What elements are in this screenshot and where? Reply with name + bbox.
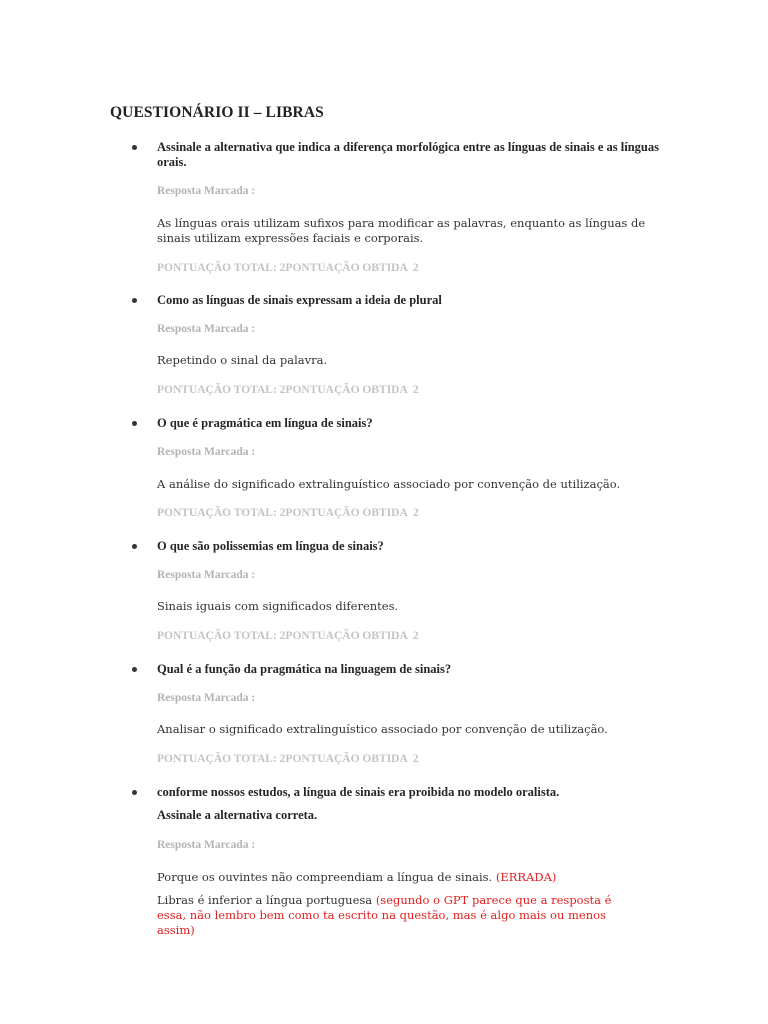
answer-text-2 (157, 893, 637, 938)
answer-text: A análise do significado extralinguístico associado por convenção de utilização. (157, 477, 621, 491)
bullet-icon (132, 790, 137, 795)
score-text: PONTUAÇÃO TOTAL: 2PONTUAÇÃO OBTIDA 2 (157, 630, 419, 642)
question-text: Como as línguas de sinais expressam a ideia de plural (157, 293, 442, 307)
answer-label: Resposta Marcada : (157, 323, 256, 335)
page-title: QUESTIONÁRIO II – LIBRAS (110, 104, 324, 121)
answer-label: Resposta Marcada : (157, 692, 256, 704)
bullet-icon (132, 145, 137, 150)
score-text: PONTUAÇÃO TOTAL: 2PONTUAÇÃO OBTIDA 2 (157, 384, 419, 396)
answer-label: Resposta Marcada : (157, 839, 256, 851)
answer-text: Sinais iguais com significados diferentes. (157, 599, 399, 613)
answer-label: Resposta Marcada : (157, 185, 256, 197)
bullet-icon (132, 298, 137, 303)
answer-label: Resposta Marcada : (157, 569, 256, 581)
bullet-icon (132, 544, 137, 549)
score-text: PONTUAÇÃO TOTAL: 2PONTUAÇÃO OBTIDA 2 (157, 753, 419, 765)
question-text-line1: conforme nossos estudos, a língua de sinais era proibida no modelo oralista. (157, 785, 560, 799)
answer-option-text: Porque os ouvintes não compreendiam a língua de sinais. (157, 870, 493, 884)
answer-text-1 (157, 870, 657, 885)
wrong-answer-note: (ERRADA) (495, 870, 557, 884)
answer-text: As línguas orais utilizam sufixos para modificar as palavras, enquanto as línguas de sinais utilizam expressões faciais e corporais. (157, 216, 646, 245)
score-text: PONTUAÇÃO TOTAL: 2PONTUAÇÃO OBTIDA 2 (157, 507, 419, 519)
score-text: PONTUAÇÃO TOTAL: 2PONTUAÇÃO OBTIDA 2 (157, 262, 419, 274)
question-text: O que são polissemias em língua de sinais? (157, 539, 384, 553)
answer-label: Resposta Marcada : (157, 446, 256, 458)
question-text-line2: Assinale a alternativa correta. (157, 808, 318, 822)
answer-text: Repetindo o sinal da palavra. (157, 353, 328, 367)
question-text: O que é pragmática em língua de sinais? (157, 416, 373, 430)
bullet-icon (132, 421, 137, 426)
user-comment-note: (segundo o GPT parece que a resposta é essa, não lembro bem como ta escrito na questão, mas é algo mais ou menos assim) (157, 893, 612, 937)
question-text: Assinale a alternativa que indica a diferença morfológica entre as línguas de sinais e as línguas orais. (157, 140, 659, 169)
question-text: Qual é a função da pragmática na linguagem de sinais? (157, 662, 452, 676)
answer-text: Analisar o significado extralinguístico associado por convenção de utilização. (157, 722, 608, 736)
answer-option-text: Libras é inferior a língua portuguesa (157, 893, 373, 907)
bullet-icon (132, 667, 137, 672)
